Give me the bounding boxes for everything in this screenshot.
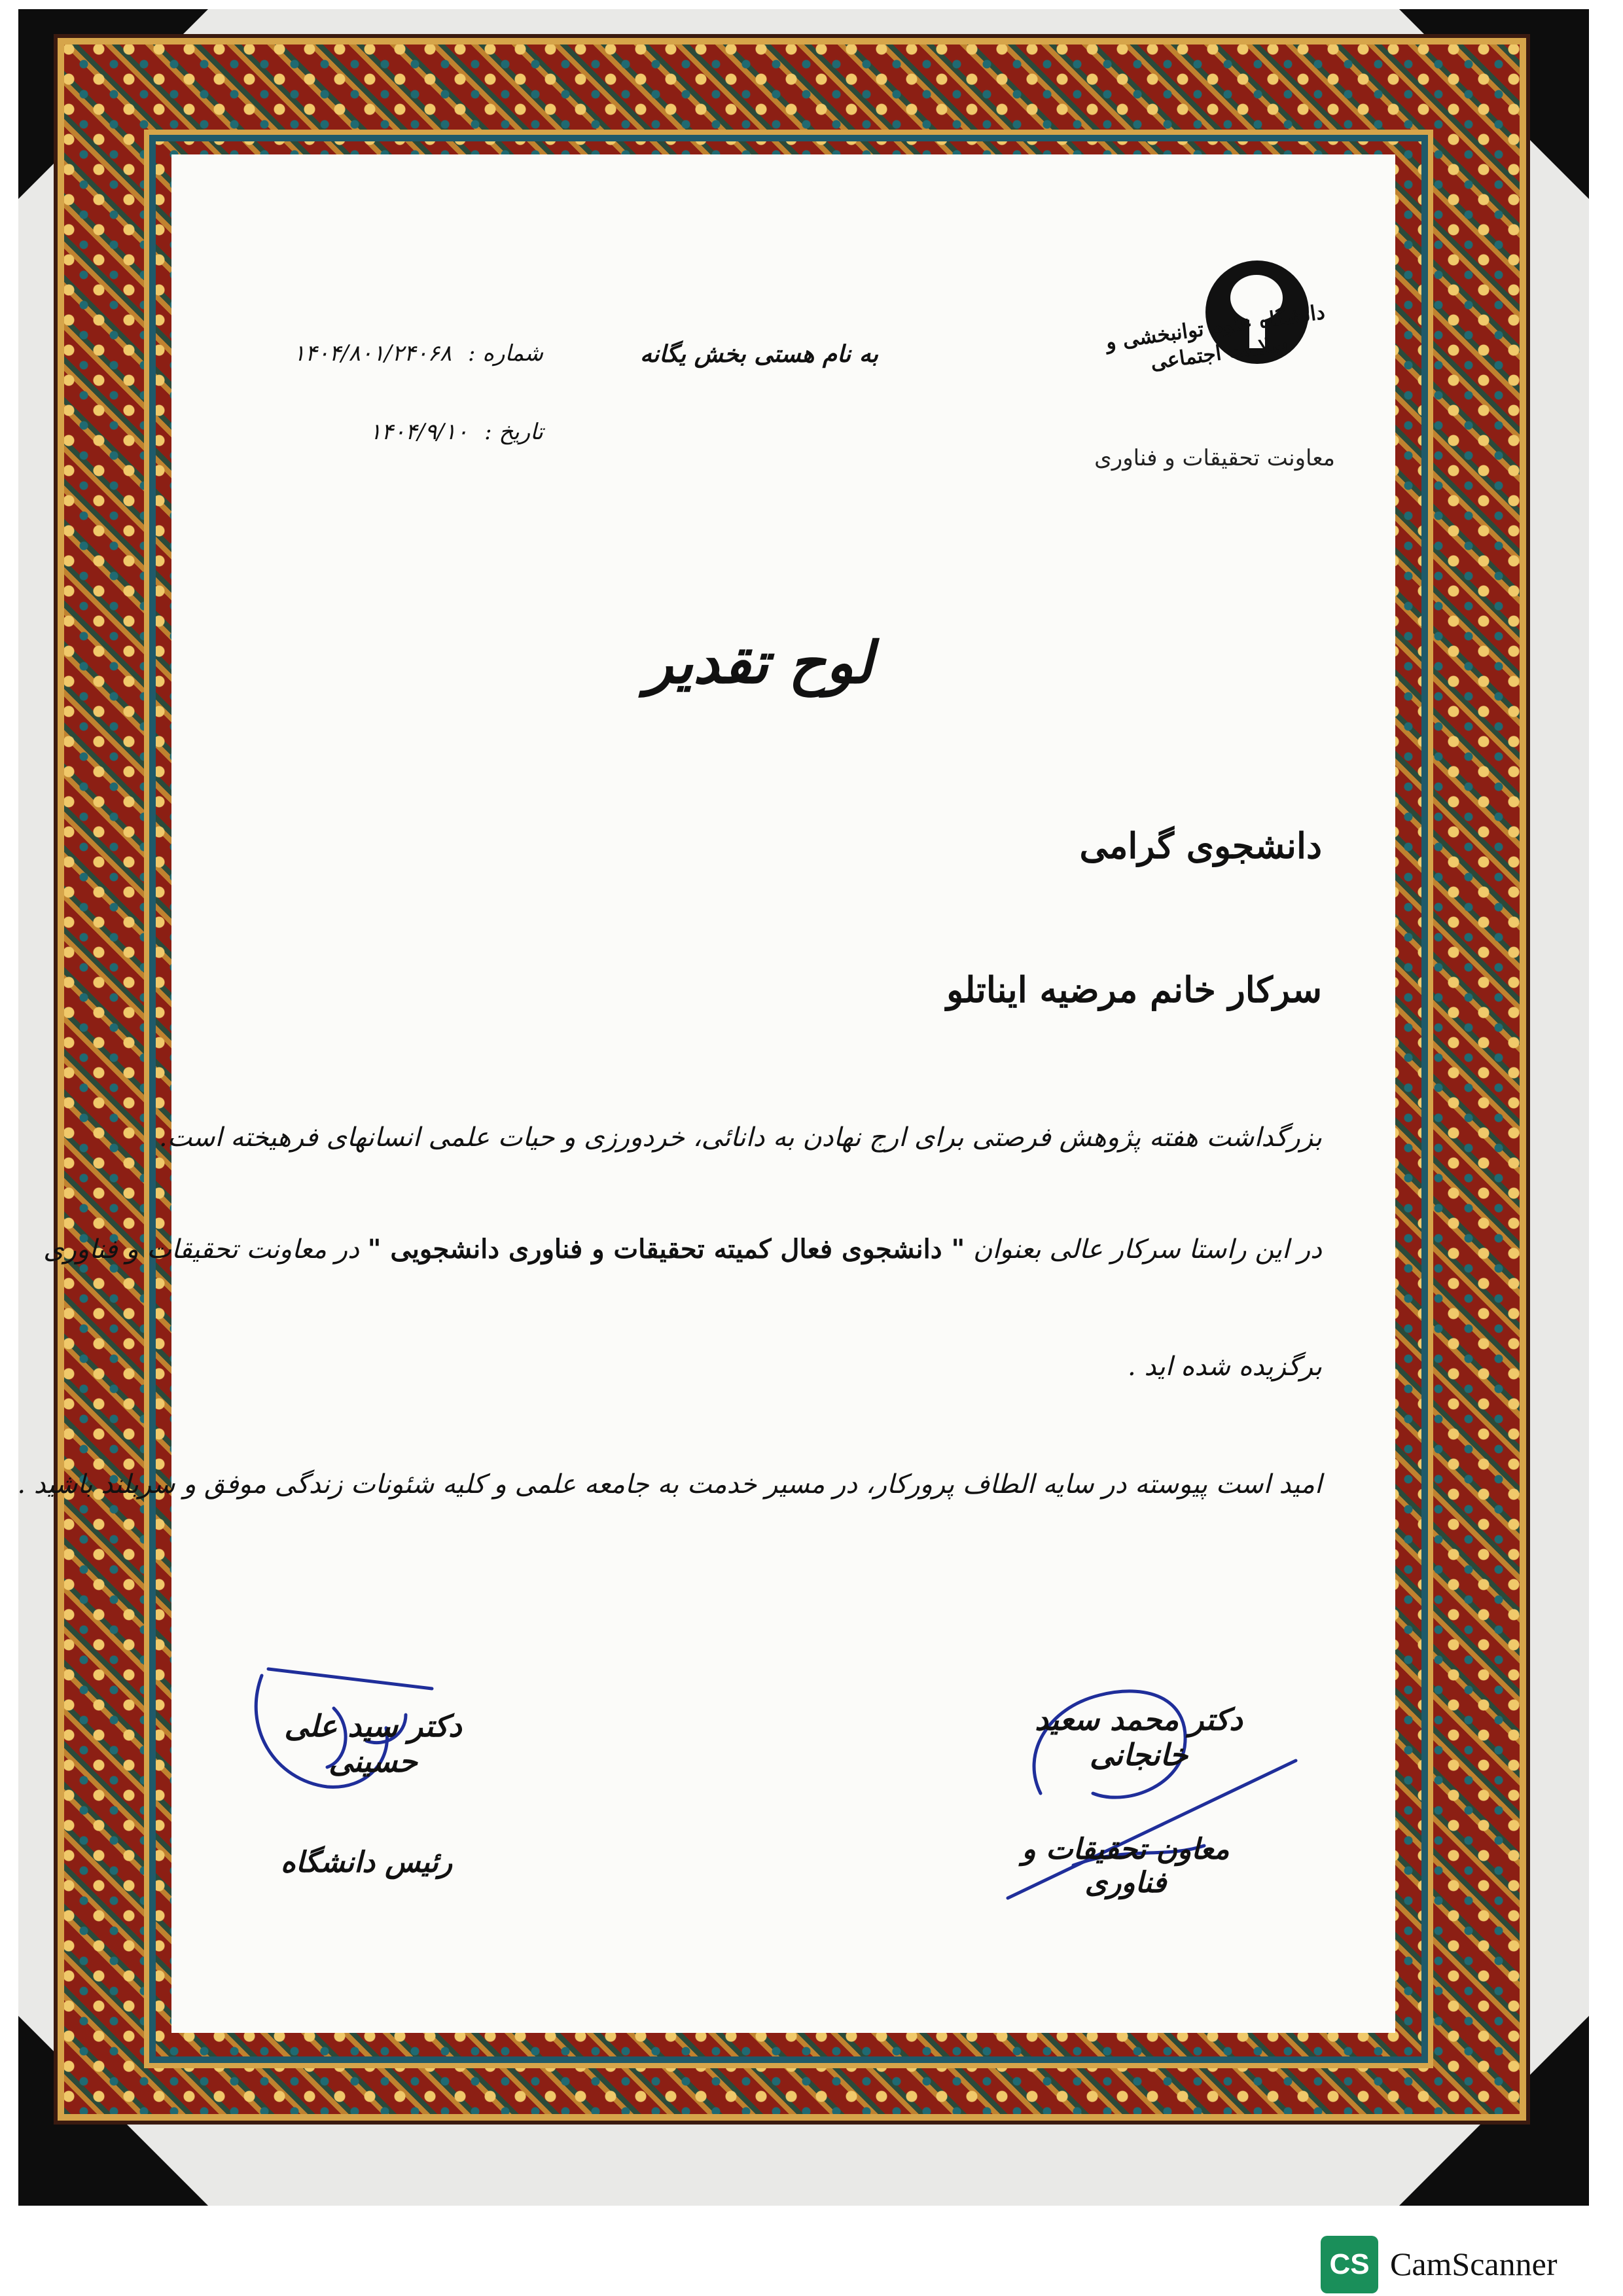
award-title: " دانشجوی فعال کمیته تحقیقات و فناوری دانشجویی " xyxy=(367,1234,965,1265)
opening-invocation: به نام هستی بخش یگانه xyxy=(639,340,879,368)
letter-date-label: تاریخ : xyxy=(484,419,543,445)
letter-number xyxy=(216,340,543,367)
signatory-name: دکتر محمد سعید خانجانی xyxy=(1035,1702,1243,1772)
body-paragraph-2 xyxy=(43,1234,1322,1265)
camscanner-logo-icon: CS xyxy=(1321,2236,1378,2293)
letter-date-value: ۱۴۰۴/۹/۱۰ xyxy=(369,419,469,445)
certificate-title: لوح تقدیر xyxy=(645,628,873,696)
camscanner-label: CamScanner xyxy=(1390,2246,1558,2282)
letter-number-value: ۱۴۰۴/۸۰۱/۲۴۰۶۸ xyxy=(293,340,452,367)
body-paragraph-3: برگزیده شده اید . xyxy=(1128,1352,1322,1382)
letter-number-label: شماره : xyxy=(468,340,543,367)
salutation: دانشجوی گرامی xyxy=(1079,825,1322,867)
body-paragraph-1: بزرگداشت هفته پژوهش فرصتی برای ارج نهادن به دانائی، خردورزی و حیات علمی انسانهای فرهیخته است. xyxy=(158,1122,1322,1153)
paragraph-2-prefix: در این راستا سرکار عالی بعنوان xyxy=(965,1234,1322,1265)
letter-date xyxy=(216,419,543,445)
department-name: معاونت تحقیقات و فناوری xyxy=(1094,445,1335,471)
university-name: دانشگاه علوم توانبخشی و سلامت اجتماعی xyxy=(1104,300,1327,375)
signatory-role: رئیس دانشگاه xyxy=(280,1846,453,1879)
recipient-name: سرکار خانم مرضیه ایناتلو xyxy=(946,969,1322,1011)
body-paragraph-4: امید است پیوسته در سایه الطاف پرورکار، در مسیر خدمت به جامعه علمی و کلیه شئونات زندگی موفق و سربلند باشید . xyxy=(17,1469,1322,1499)
paragraph-2-suffix: در معاونت تحقیقات و فناوری xyxy=(43,1234,368,1265)
signatory-role: معاون تحقیقات و فناوری xyxy=(1022,1833,1230,1899)
signatory-name: دکتر سید علی حسینی xyxy=(284,1708,462,1779)
